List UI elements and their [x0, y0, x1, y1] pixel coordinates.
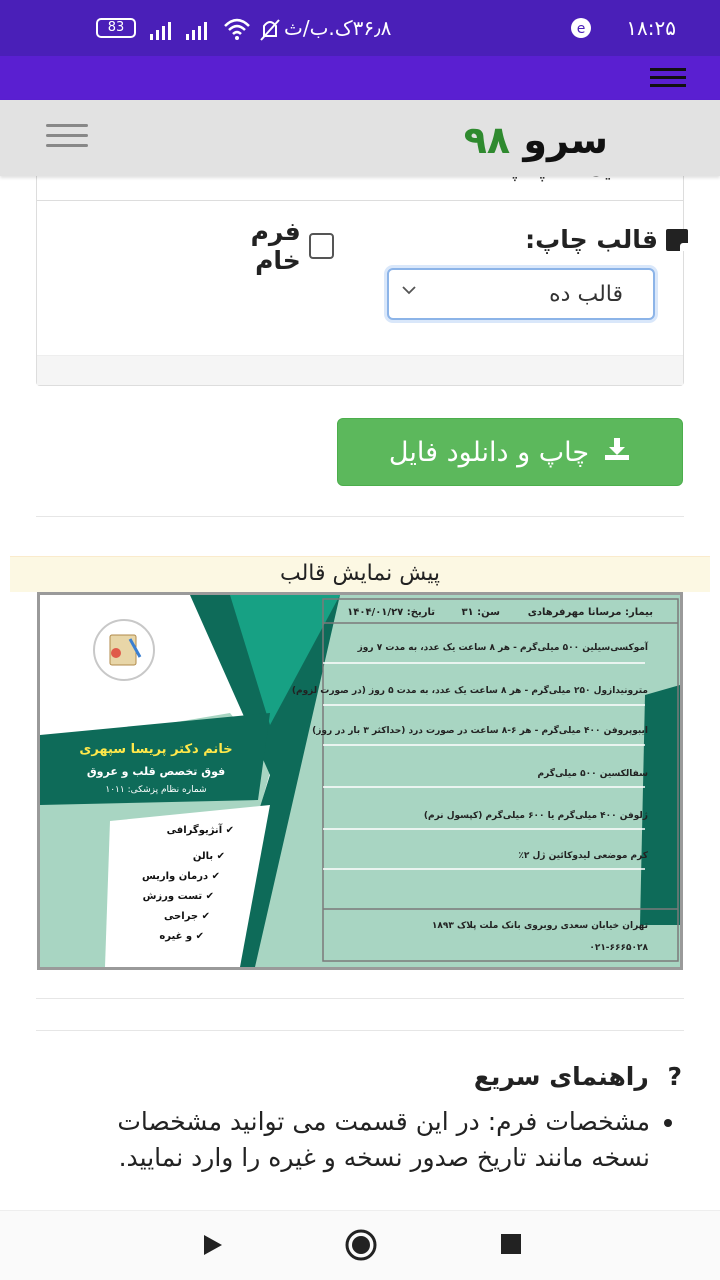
signal-icon [148, 0, 220, 56]
prescription-date: تاریخ: ۱۴۰۴/۰۱/۲۷ [347, 607, 435, 618]
check-icon: ✔ [195, 931, 204, 942]
med-line: مترونیدازول ۲۵۰ میلی‌گرم - هر ۸ ساعت یک عدد، به مدت ۵ روز (در صورت لزوم) [291, 686, 648, 696]
patient-name: بیمار: مرسانا مهرفرهادی [527, 607, 653, 618]
template-label-group [525, 225, 688, 254]
template-preview [37, 592, 683, 970]
guide-item: • مشخصات فرم: در این قسمت می توانید مشخصات نسخه مانند تاریخ صدور نسخه و غیره را وارد نمایید. [72, 1104, 650, 1176]
template-select[interactable] [387, 268, 655, 320]
preview-title: پیش نمایش قالب [279, 561, 441, 586]
logo-number: ۹۸ [463, 118, 511, 162]
service-item: ✔ آنژیوگرافی [166, 825, 234, 836]
site-header [0, 100, 720, 176]
clinic-address: تهران خیابان سعدی روبروی بانک ملت پلاک ۱۸۹۳ [431, 921, 648, 931]
preview-title-bar [10, 556, 710, 592]
status-time: ۱۸:۲۵ [626, 16, 676, 40]
check-icon: ✔ [201, 911, 210, 922]
app-notification-icon [568, 0, 594, 56]
check-icon: ✔ [225, 825, 234, 836]
print-download-button[interactable] [337, 418, 683, 486]
doctor-license: شماره نظام پزشکی: ۱۰۱۱ [105, 785, 207, 795]
service-item: ✔ درمان واریس [141, 871, 220, 882]
status-bar [0, 0, 720, 56]
system-nav-bar [0, 1210, 720, 1280]
battery-level: 83 [96, 18, 136, 38]
download-icon [603, 436, 631, 469]
recents-icon[interactable] [500, 1233, 522, 1261]
wifi-icon [222, 0, 252, 56]
menu-toggle-icon[interactable] [46, 124, 88, 148]
divider [36, 516, 684, 517]
clinic-phone: ۰۲۱-۶۶۶۵۰۲۸ [589, 943, 648, 953]
question-icon: ? [667, 1062, 682, 1091]
divider [36, 1030, 684, 1031]
patient-age: سن: ۳۱ [461, 607, 500, 618]
check-icon: ✔ [211, 871, 220, 882]
divider [36, 998, 684, 999]
service-item: ✔ تست ورزش [142, 891, 214, 902]
doctor-specialty: فوق تخصص قلب و عروق [86, 765, 226, 778]
raw-form-label: فرم خام [250, 217, 301, 275]
doctor-name: خانم دکتر پریسا سپهری [79, 742, 233, 757]
service-item: ✔ بالن [192, 851, 225, 862]
med-line: سفالکسین ۵۰۰ میلی‌گرم [537, 769, 648, 779]
guide-heading [474, 1062, 682, 1091]
app-bar [0, 56, 720, 100]
print-download-label: چاپ و دانلود فایل [388, 436, 590, 468]
med-line: ایبوپروفن ۴۰۰ میلی‌گرم - هر ۶-۸ ساعت در صورت درد (حداکثر ۳ بار در روز) [312, 726, 648, 736]
guide-list [72, 1104, 682, 1176]
mute-icon [258, 0, 282, 56]
logo-word: سرو [523, 118, 608, 162]
svg-text:e: e [576, 21, 586, 37]
template-label: قالب چاپ: [525, 225, 658, 254]
card-footer [37, 355, 683, 385]
template-select-value: قالب ده [549, 282, 623, 307]
chevron-down-icon [401, 282, 417, 303]
raw-form-option[interactable] [200, 217, 334, 275]
guide-title: راهنمای سریع [473, 1062, 649, 1091]
note-icon [666, 229, 688, 251]
home-icon[interactable] [344, 1233, 378, 1268]
med-line: آموکسی‌سیلین ۵۰۰ میلی‌گرم - هر ۸ ساعت یک عدد، به مدت ۷ روز [357, 643, 648, 653]
raw-form-checkbox[interactable] [309, 233, 334, 259]
hamburger-icon[interactable] [650, 68, 686, 88]
check-icon: ✔ [205, 891, 214, 902]
back-icon[interactable] [202, 1233, 224, 1263]
battery-icon [96, 0, 140, 56]
service-item: ✔ جراحی [163, 911, 210, 922]
med-line: کرم موضعی لیدوکائین ژل ۲٪ [518, 851, 648, 861]
logo[interactable] [464, 118, 608, 162]
check-icon: ✔ [216, 851, 225, 862]
network-speed: ۳۶٫۸ک.ب/ث [284, 16, 392, 40]
service-item: ✔ و غیره [159, 931, 204, 942]
med-line: ژلوفن ۴۰۰ میلی‌گرم یا ۶۰۰ میلی‌گرم (کپسول نرم) [423, 811, 648, 821]
